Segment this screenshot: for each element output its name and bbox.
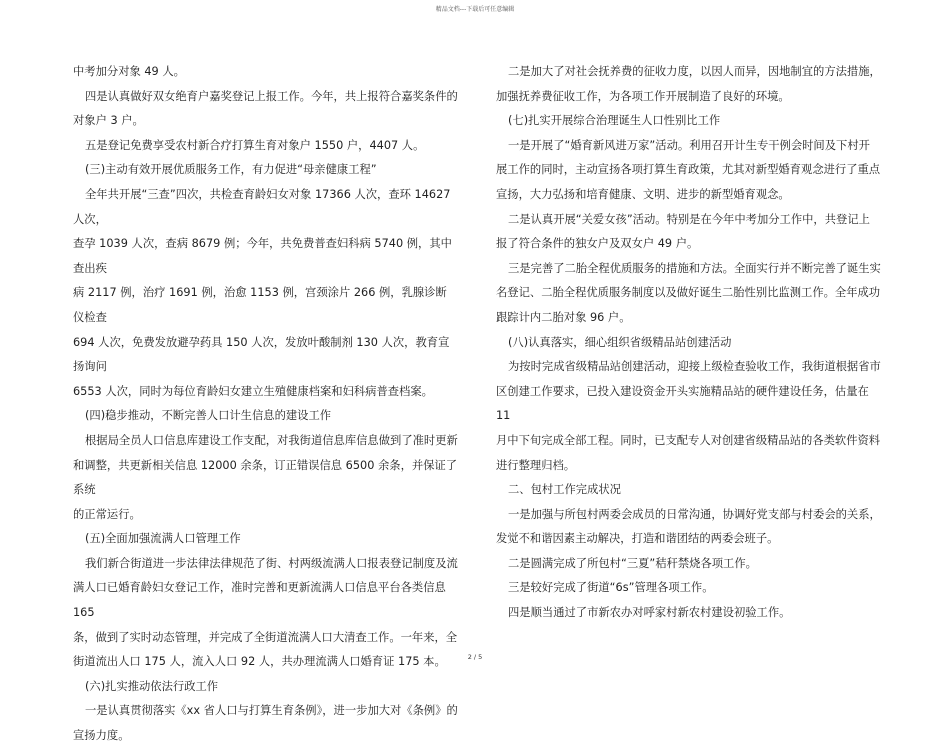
paragraph-line: 全年共开展“三查”四次，共检查育龄妇女对象 17366 人次，查环 14627 人次， — [73, 187, 451, 226]
paragraph-line: (六)扎实推动依法行政工作 — [85, 679, 219, 693]
paragraph-line: 进行整理归档。 — [496, 458, 576, 472]
paragraph-line: 为按时完成省级精品站创建活动，迎接上级检查验收工作，我街道根据省市 — [508, 360, 881, 374]
paragraph-line: 6553 人次，同时为每位育龄妇女建立生殖健康档案和妇科病普查档案。 — [73, 384, 433, 398]
paragraph-line: (三)主动有效开展优质服务工作，有力促进“母亲健康工程” — [85, 163, 377, 177]
paragraph-line: 条，做到了实时动态管理，并完成了全街道流满人口大清查工作。一年来，全 — [73, 630, 458, 644]
paragraph-line: 二是认真开展“关爱女孩”活动。特别是在今年中考加分工作中，共登记上 — [508, 212, 870, 226]
left-column — [73, 60, 458, 749]
paragraph-line: 名登记、二胎全程优质服务制度以及做好诞生二胎性别比监测工作。全年成功 — [496, 286, 881, 300]
paragraph-line: 街道流出人口 175 人，流入人口 92 人，共办理流满人口婚育证 175 本。 — [73, 655, 446, 669]
paragraph-line: 展工作的同时，主动宣扬各项打算生育政策，尤其对新型婚育观念进行了重点 — [496, 163, 881, 177]
paragraph-line: (八)认真落实，细心组织省级精品站创建活动 — [508, 335, 732, 349]
paragraph-line: 月中下旬完成全部工程。同时，已支配专人对创建省级精品站的各类软件资料 — [496, 433, 881, 447]
paragraph-line: 满人口已婚育龄妇女登记工作，准时完善和更新流满人口信息平台各类信息 165 — [73, 581, 446, 620]
paragraph-line: 对象户 3 户。 — [73, 114, 144, 128]
paragraph-line: 一是开展了“婚育新风进万家”活动。利用召开计生专干例会时间及下村开 — [508, 138, 870, 152]
paragraph-line: 五是登记免费享受农村新合疗打算生育对象户 1550 户，4407 人。 — [85, 138, 425, 152]
paragraph-line: 四是顺当通过了市新农办对呼家村新农村建设初验工作。 — [508, 606, 791, 620]
paragraph-line: 的正常运行。 — [73, 507, 141, 521]
paragraph-line: 发觉不和谐因素主动解决，打造和谐团结的两委会班子。 — [496, 532, 779, 546]
paragraph-line: 一是加强与所包村两委会成员的日常沟通，协调好党支部与村委会的关系， — [508, 507, 881, 521]
paragraph-line: (五)全面加强流满人口管理工作 — [85, 532, 241, 546]
paragraph-line: 一是认真贯彻落实《xx 省人口与打算生育条例》，进一步加大对《条例》的 — [85, 704, 458, 718]
paragraph-line: 694 人次，免费发放避孕药具 150 人次，发放叶酸制剂 130 人次，教育宣扬询问 — [73, 335, 450, 374]
paragraph-line: (七)扎实开展综合治理诞生人口性别比工作 — [508, 114, 721, 128]
paragraph-line: 加强抚养费征收工作，为各项工作开展制造了良好的环境。 — [496, 89, 790, 103]
paragraph-line: 宣扬力度。 — [73, 729, 130, 743]
paragraph-line: 中考加分对象 49 人。 — [73, 65, 185, 78]
paragraph-line: 区创建工作要求，已投入建设资金开头实施精品站的硬件建设任务，估量在 11 — [496, 384, 869, 423]
paragraph-line: 查孕 1039 人次，查病 8679 例；今年，共免费普查妇科病 5740 例，其中查出疾 — [73, 237, 452, 275]
paragraph-line: 宣扬，大力弘扬和培育健康、文明、进步的新型婚育观念。 — [496, 187, 790, 201]
paragraph-line: 二、包村工作完成状况 — [508, 483, 621, 497]
paragraph-line: 三是完善了二胎全程优质服务的措施和方法。全面实行并不断完善了诞生实 — [508, 261, 881, 275]
paragraph-line: 跟踪计内二胎对象 96 户。 — [496, 310, 631, 324]
page-header: 精品文档---下载后可任意编辑 — [435, 6, 515, 13]
paragraph-line: (四)稳步推动，不断完善人口计生信息的建设工作 — [85, 409, 332, 423]
paragraph-line: 二是圆满完成了所包村“三夏”秸秆禁烧各项工作。 — [508, 556, 757, 570]
paragraph-line: 我们新合街道进一步法律法律规范了街、村两级流满人口报表登记制度及流 — [85, 556, 458, 570]
paragraph-line: 和调整，共更新相关信息 12000 余条，订正错误信息 6500 余条，并保证了系统 — [73, 458, 458, 497]
paragraph-line: 三是较好完成了街道“6s”管理各项工作。 — [508, 581, 714, 595]
paragraph-line: 病 2117 例，治疗 1691 例，治愈 1153 例，宫颈涂片 266 例，乳腺诊断仪检查 — [73, 286, 447, 324]
paragraph-line: 根据局全员人口信息库建设工作支配，对我街道信息库信息做到了准时更新 — [85, 433, 458, 447]
paragraph-line: 报了符合条件的独女户及双女户 49 户。 — [496, 237, 699, 251]
page-number: 2 / 5 — [467, 653, 483, 661]
right-column — [496, 60, 881, 626]
paragraph-line: 四是认真做好双女绝育户嘉奖登记上报工作。今年，共上报符合嘉奖条件的 — [85, 89, 458, 103]
paragraph-line: 二是加大了对社会抚养费的征收力度，以因人而异，因地制宜的方法措施， — [508, 65, 881, 78]
